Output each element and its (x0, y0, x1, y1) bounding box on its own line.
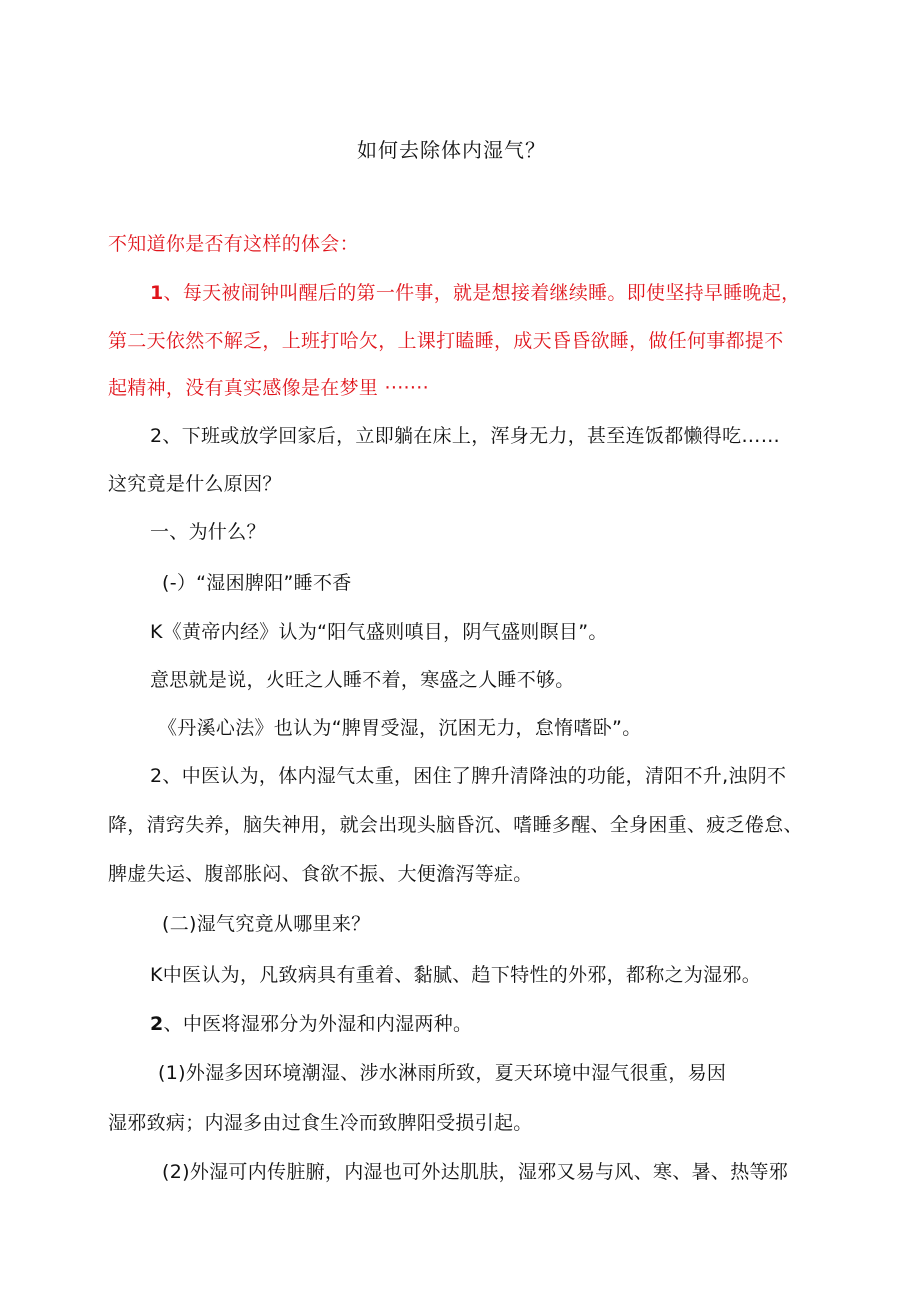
item1-line2: 湿邪致病；内湿多由过食生冷而致脾阳受损引起。 (108, 1112, 533, 1134)
meaning-text: 意思就是说，火旺之人睡不着，寒盛之人睡不够。 (150, 669, 575, 691)
point1-line1 (150, 281, 800, 305)
item1-line1: (1)外湿多因环境潮湿、涉水淋雨所致，夏天环境中湿气很重，易因 (158, 1062, 727, 1084)
section1-heading: 一、为什么？ (150, 521, 266, 543)
sub2-heading: (二)湿气究竟从哪里来？ (162, 913, 371, 935)
quote2-text: 《丹溪心法》也认为“脾胃受湿，沉困无力，怠惰嗜卧”。 (158, 717, 642, 739)
intro-text: 不知道你是否有这样的体会： (108, 233, 359, 255)
two-line-text: 、中医将湿邪分为外湿和内湿两种。 (163, 1013, 473, 1035)
document-title: 如何去除体内湿气？ (357, 138, 546, 162)
tcm-line3: 脾虚失运、腹部胀闷、食欲不振、大便澹泻等症。 (108, 863, 533, 885)
point1-number: 1 (150, 282, 164, 304)
question-text: 这究竟是什么原因？ (108, 473, 282, 495)
k-line-text: K中医认为，凡致病具有重着、黏腻、趋下特性的外邪，都称之为湿邪。 (150, 964, 762, 986)
point1-line2: 第二天依然不解乏，上班打哈欠，上课打瞌睡，成天昏昏欲睡，做任何事都提不 (108, 330, 784, 352)
item2-text: (2)外湿可内传脏腑，内湿也可外达肌肤，湿邪又易与风、寒、暑、热等邪 (162, 1161, 789, 1183)
quote1-text: K《黄帝内经》认为“阳气盛则嗔目，阴气盛则瞑目”。 (150, 621, 608, 643)
tcm-line2: 降，清窍失养，脑失神用，就会出现头脑昏沉、嗜睡多醒、全身困重、疲乏倦怠、 (108, 814, 803, 836)
two-line-number: 2 (150, 1013, 164, 1035)
point1-line1-text: 、每天被闹钟叫醒后的第一件事，就是想接着继续睡。即使坚持早睡晚起， (163, 282, 801, 304)
two-line (150, 1012, 472, 1036)
sub1-heading: (-）“湿困脾阳”睡不香 (162, 572, 352, 594)
point2-text: 2、下班或放学回家后，立即躺在床上，浑身无力，甚至连饭都懒得吃…… (150, 425, 780, 447)
tcm-line1: 2、中医认为，体内湿气太重，困住了脾升清降浊的功能，清阳不升,浊阴不 (150, 765, 787, 787)
point1-line3: 起精神，没有真实感像是在梦里 ······· (108, 377, 429, 399)
